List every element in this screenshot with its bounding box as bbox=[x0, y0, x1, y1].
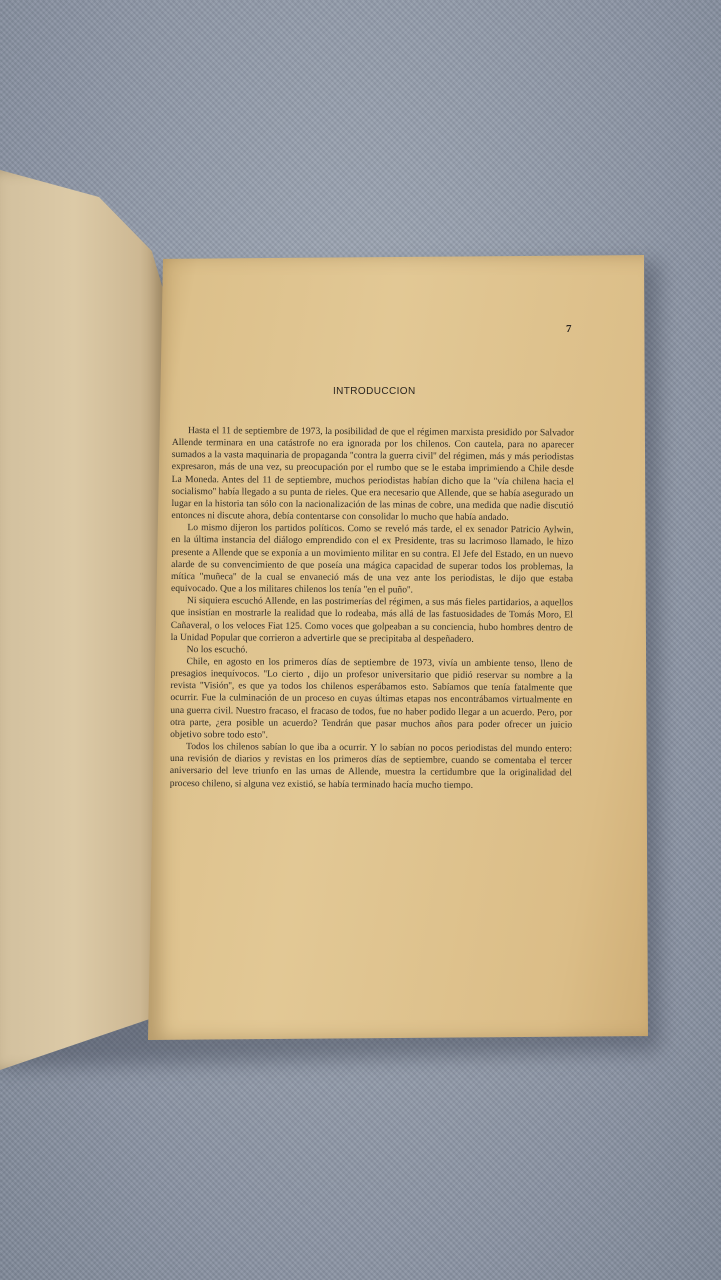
paragraph: Todos los chilenos sabían lo que iba a ocurrir. Y lo sabían no pocos periodistas del mundo entero: una revisión de diarios y revistas en los primeros días de septiembre, cuando se comentaba el tercer aniversario del leve triunfo en las urnas de Allende, muestra la certidumbre que la originalidad del proceso chileno, si alguna vez existió, se había terminado hacía mucho tiempo. bbox=[169, 741, 573, 791]
page-number: 7 bbox=[566, 323, 572, 335]
paragraph: Chile, en agosto en los primeros días de septiembre de 1973, vivía un ambiente tenso, lleno de presagios inequívocos. ''Lo cierto , dijo un profesor universitario que pidió reservar su nombre a la revista ''Visión'', es que ya todos los chilenos esperábamos esto. Sabíamos que tenía fatalmente que ocurrir. Fue la culminación de un proceso en cuyas últimas etapas nos encontrábamos virtualmente en una guerra civil. Nuestro fracaso, el fracaso de todos, fue no haber podido llegar a un acuerdo. Pero, por otra parte, ¿era posible un acuerdo? Tendrán que pasar muchos años para poder ofrecer un juicio objetivo sobre todo esto''. bbox=[170, 656, 573, 741]
body-text bbox=[170, 425, 574, 792]
paragraph: Lo mismo dijeron los partidos políticos. Como se reveló más tarde, el ex senador Patricio Aylwin, en la última instancia del diálogo emprendido con el ex Presidente, tras su lacrimoso llamado, le hizo presente a Allende que se exponía a un movimiento militar en su contra. El Jefe del Estado, en un nuevo alarde de su convencimiento de que poseía una mágica capacidad de superar todos los problemas, la mítica ''muñeca'' de la cual se envaneció más de una vez ante los periodistas, le dijo que estaba equivocado. Que a los militares chilenos los tenía ''en el puño''. bbox=[170, 522, 574, 596]
paragraph: Hasta el 11 de septiembre de 1973, la posibilidad de que el régimen marxista presidido por Salvador Allende terminara en una catástrofe no era ignorada por los chilenos. Con cautela, para no aparecer sumados a la vasta maquinaria de propaganda ''contra la guerra civil'' del régimen, más y más periodistas expresaron, más de una vez, su preocupación por el rumbo que se le estaba imprimiendo a Chile desde La Moneda. Antes del 11 de septiembre, muchos periodistas habían dicho que la ''vía chilena hacia el socialismo'' había llegado a su punta de rieles. Que era necesario que Allende, que se había asegurado un lugar en la historia tan sólo con la nacionalización de las minas de cobre, una medida que nadie discutió entonces ni discute ahora, debía contentarse con consolidar lo mucho que había andado. bbox=[171, 425, 574, 524]
chapter-heading: INTRODUCCION bbox=[333, 386, 416, 397]
paragraph: Ni siquiera escuchó Allende, en las postrimerías del régimen, a sus más fieles partidarios, a aquellos que insistían en mostrarle la realidad que lo rodeaba, más allá de las fastuosidades de Tomás Moro, El Cañaveral, o los veloces Fiat 125. Como voces que golpeaban a su conciencia, hubo hombres dentro de la Unidad Popular que corrieron a advertirle que se precipitaba al despeñadero. bbox=[170, 595, 573, 645]
left-page bbox=[0, 170, 165, 1070]
paragraph: No los escuchó. bbox=[186, 643, 248, 656]
